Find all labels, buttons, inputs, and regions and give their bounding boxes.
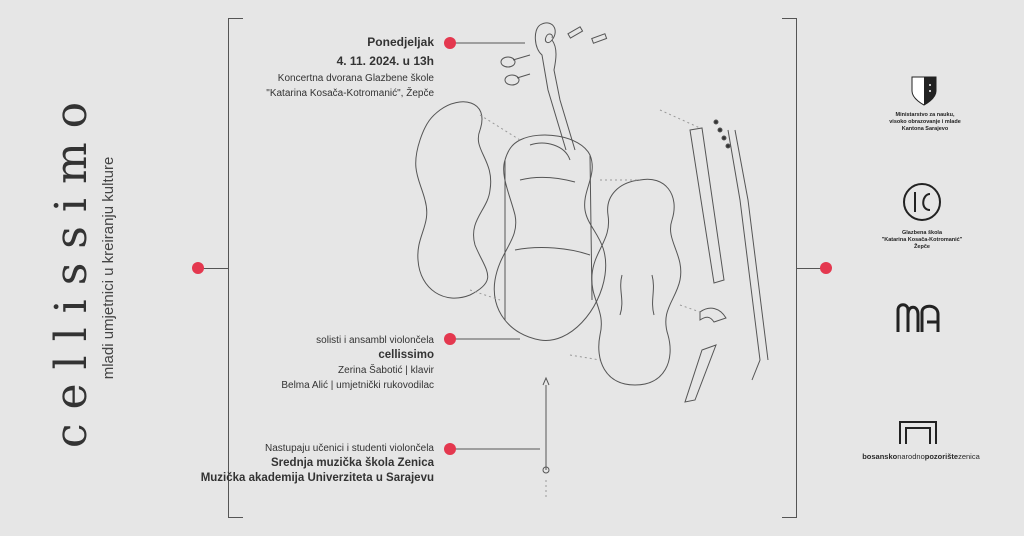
ministry-caption-line3: Kantona Sarajevo (901, 126, 949, 132)
theatre-word-zenica: zenica (958, 452, 980, 461)
students-line1: Nastupaju učenici i studenti violončela (265, 443, 434, 454)
ministry-caption (880, 112, 970, 133)
theatre-word-pozoriste: pozorište (924, 452, 959, 461)
coat-of-arms-icon (910, 75, 938, 107)
theatre-word-narodno: narodno (897, 452, 925, 461)
school-emblem-icon (902, 182, 942, 222)
performers-name: cellissimo (378, 349, 434, 361)
title-main: cellissimo (46, 87, 97, 449)
school-caption-line3: Žepče (914, 244, 930, 250)
title-subtitle: mladi umjetnici u kreiranju kulture (100, 156, 117, 380)
peg-icon (501, 27, 607, 85)
ministry-logo (880, 75, 970, 133)
ministry-caption-line1: Ministarstvo za nauku, (895, 112, 955, 118)
performers-line1: solisti i ansambl violončela (316, 335, 434, 346)
theatre-caption (846, 452, 996, 461)
ministry-caption-line2: visoko obrazovanje i mlade (889, 119, 961, 125)
performers-line4: Belma Alić | umjetnički rukovodilac (281, 380, 434, 391)
event-datetime: 4. 11. 2024. u 13h (336, 54, 434, 68)
school-logo (872, 182, 972, 251)
school-caption (872, 230, 972, 251)
school-caption-line2: "Katarina Kosača-Kotromanić" (881, 237, 963, 243)
event-venue-line1: Koncertna dvorana Glazbene škole (277, 73, 434, 84)
music-academy-logo-icon (895, 300, 943, 334)
school-caption-line1: Glazbena škola (901, 230, 943, 236)
theatre-word-bosansko: bosansko (862, 452, 898, 461)
students-line2: Srednja muzička škola Zenica (271, 457, 434, 469)
event-venue-line2: "Katarina Kosača-Kotromanić", Žepče (266, 88, 434, 99)
students-line3: Muzička akademija Univerziteta u Sarajevu (200, 472, 434, 484)
event-day: Ponedjeljak (367, 35, 434, 49)
theatre-logo-icon (898, 420, 938, 446)
performers-line3: Zerina Šabotić | klavir (338, 365, 434, 376)
